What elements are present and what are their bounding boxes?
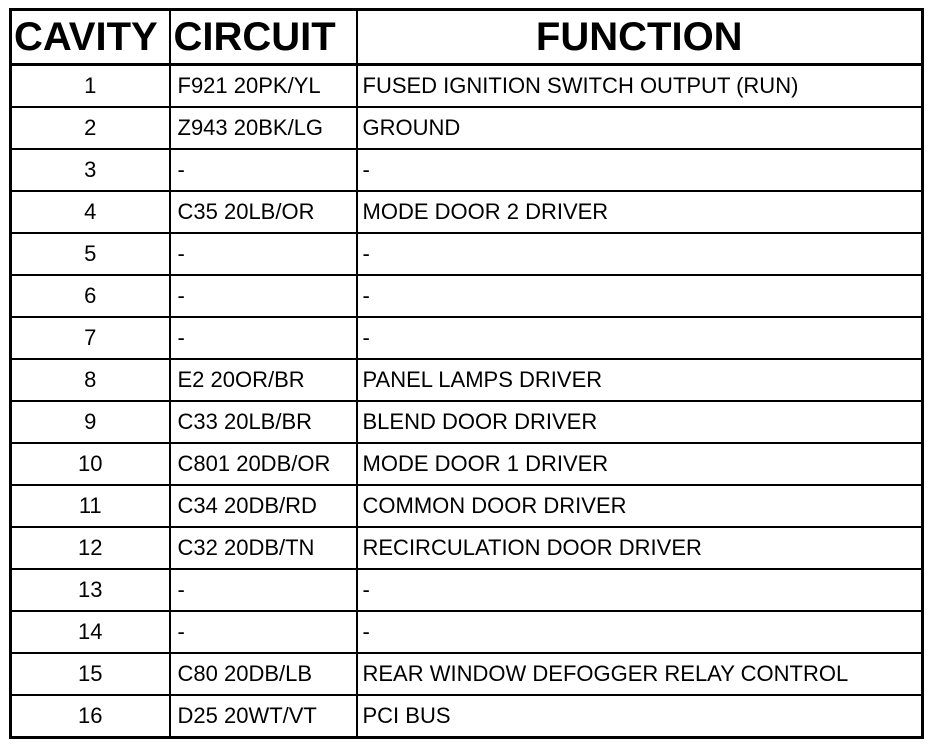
table-row bbox=[11, 485, 923, 527]
circuit-cell: C32 20DB/TN bbox=[170, 527, 357, 569]
circuit-cell: - bbox=[170, 275, 357, 317]
table-row bbox=[11, 107, 923, 149]
table-row bbox=[11, 569, 923, 611]
table-row bbox=[11, 653, 923, 695]
circuit-cell: C33 20LB/BR bbox=[170, 401, 357, 443]
connector-pinout-table bbox=[9, 8, 924, 739]
table-body bbox=[11, 65, 923, 738]
table-row bbox=[11, 401, 923, 443]
circuit-cell: C801 20DB/OR bbox=[170, 443, 357, 485]
table-row bbox=[11, 359, 923, 401]
table-row bbox=[11, 317, 923, 359]
table-row bbox=[11, 611, 923, 653]
cavity-cell: 10 bbox=[11, 443, 170, 485]
table-row bbox=[11, 527, 923, 569]
function-cell: GROUND bbox=[357, 107, 923, 149]
table-row bbox=[11, 275, 923, 317]
circuit-cell: E2 20OR/BR bbox=[170, 359, 357, 401]
cavity-cell: 9 bbox=[11, 401, 170, 443]
table-row bbox=[11, 65, 923, 108]
circuit-cell: - bbox=[170, 233, 357, 275]
circuit-cell: - bbox=[170, 149, 357, 191]
table-row bbox=[11, 443, 923, 485]
cavity-cell: 4 bbox=[11, 191, 170, 233]
function-cell: - bbox=[357, 233, 923, 275]
connector-pinout-table-wrapper bbox=[9, 8, 921, 736]
header-row bbox=[11, 10, 923, 65]
cavity-cell: 16 bbox=[11, 695, 170, 738]
cavity-cell: 14 bbox=[11, 611, 170, 653]
cavity-cell: 13 bbox=[11, 569, 170, 611]
function-cell: - bbox=[357, 611, 923, 653]
circuit-cell: F921 20PK/YL bbox=[170, 65, 357, 108]
header-circuit: CIRCUIT bbox=[170, 10, 357, 65]
function-cell: COMMON DOOR DRIVER bbox=[357, 485, 923, 527]
cavity-cell: 2 bbox=[11, 107, 170, 149]
table-row bbox=[11, 233, 923, 275]
function-cell: BLEND DOOR DRIVER bbox=[357, 401, 923, 443]
circuit-cell: - bbox=[170, 317, 357, 359]
function-cell: FUSED IGNITION SWITCH OUTPUT (RUN) bbox=[357, 65, 923, 108]
header-cavity: CAVITY bbox=[11, 10, 170, 65]
function-cell: REAR WINDOW DEFOGGER RELAY CONTROL bbox=[357, 653, 923, 695]
circuit-cell: C80 20DB/LB bbox=[170, 653, 357, 695]
function-cell: - bbox=[357, 317, 923, 359]
cavity-cell: 7 bbox=[11, 317, 170, 359]
cavity-cell: 12 bbox=[11, 527, 170, 569]
cavity-cell: 15 bbox=[11, 653, 170, 695]
function-cell: RECIRCULATION DOOR DRIVER bbox=[357, 527, 923, 569]
circuit-cell: - bbox=[170, 611, 357, 653]
function-cell: PANEL LAMPS DRIVER bbox=[357, 359, 923, 401]
cavity-cell: 5 bbox=[11, 233, 170, 275]
table-row bbox=[11, 695, 923, 738]
function-cell: - bbox=[357, 149, 923, 191]
table-row bbox=[11, 191, 923, 233]
table-row bbox=[11, 149, 923, 191]
circuit-cell: - bbox=[170, 569, 357, 611]
function-cell: MODE DOOR 2 DRIVER bbox=[357, 191, 923, 233]
table-header bbox=[11, 10, 923, 65]
circuit-cell: Z943 20BK/LG bbox=[170, 107, 357, 149]
cavity-cell: 11 bbox=[11, 485, 170, 527]
circuit-cell: C35 20LB/OR bbox=[170, 191, 357, 233]
cavity-cell: 6 bbox=[11, 275, 170, 317]
cavity-cell: 3 bbox=[11, 149, 170, 191]
header-function: FUNCTION bbox=[357, 10, 923, 65]
cavity-cell: 1 bbox=[11, 65, 170, 108]
function-cell: - bbox=[357, 275, 923, 317]
function-cell: - bbox=[357, 569, 923, 611]
cavity-cell: 8 bbox=[11, 359, 170, 401]
function-cell: PCI BUS bbox=[357, 695, 923, 738]
circuit-cell: D25 20WT/VT bbox=[170, 695, 357, 738]
circuit-cell: C34 20DB/RD bbox=[170, 485, 357, 527]
function-cell: MODE DOOR 1 DRIVER bbox=[357, 443, 923, 485]
